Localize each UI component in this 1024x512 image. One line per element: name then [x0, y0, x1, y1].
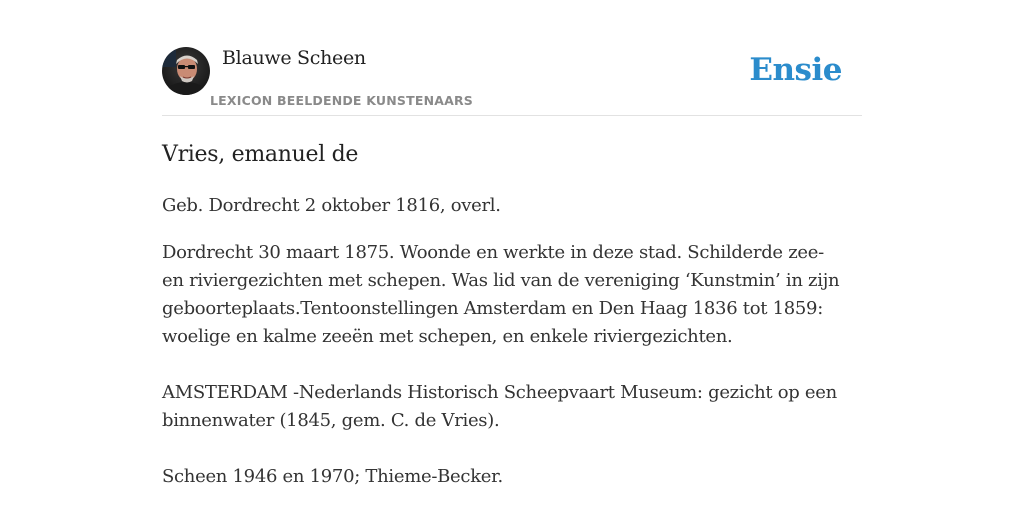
avatar[interactable]: [162, 47, 210, 95]
article-paragraph: AMSTERDAM -Nederlands Historisch Scheepvaart Museum: gezicht op een binnenwater (1845, gem. C. de Vries).: [162, 382, 837, 431]
article-paragraph: Scheen 1946 en 1970; Thieme-Becker.: [162, 466, 503, 487]
article-title: Vries, emanuel de: [162, 142, 359, 167]
author-name[interactable]: Blauwe Scheen: [222, 47, 366, 69]
avatar-portrait-image: [162, 47, 210, 95]
header: [162, 46, 862, 116]
lexicon-label[interactable]: LEXICON BEELDENDE KUNSTENAARS: [210, 93, 474, 108]
article-paragraph: Geb. Dordrecht 2 oktober 1816, overl.: [162, 195, 501, 216]
article-paragraph: Dordrecht 30 maart 1875. Woonde en werkte in deze stad. Schilderde zee- en riviergezichten met schepen. Was lid van de vereniging ‘Kunstmin’ in zijn geboorteplaats.Tentoonstellingen Amsterdam en Den Haag 1836 tot 1859: woelige en kalme zeeën met schepen, en enkele riviergezichten.: [162, 242, 840, 347]
ensie-logo[interactable]: Ensie: [749, 52, 842, 88]
